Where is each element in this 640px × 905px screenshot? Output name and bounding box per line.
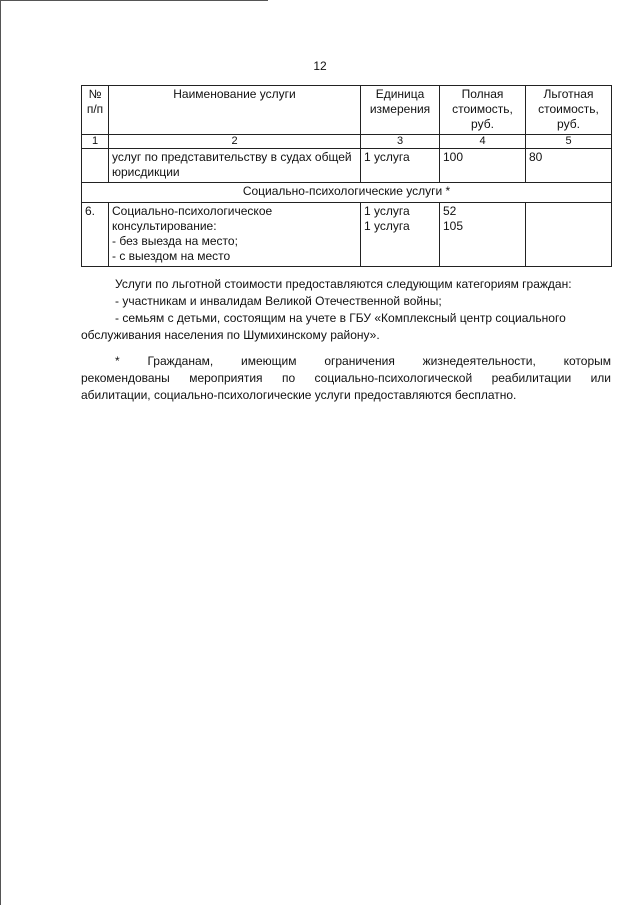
- cell-service-name: услуг по представительству в судах общей юрисдикции: [109, 149, 361, 183]
- column-index: 4: [440, 135, 526, 149]
- section-row: [82, 183, 612, 203]
- notes-category-families-cont: обслуживания населения по Шумихинскому району».: [81, 328, 380, 342]
- section-title: Социально-психологические услуги *: [82, 183, 612, 203]
- page-edge-top: [0, 0, 268, 1]
- column-index: 1: [82, 135, 109, 149]
- header-full-price: Полная стоимость, руб.: [440, 86, 526, 135]
- cell-reduced-price-empty: [526, 203, 612, 267]
- table-row-6: [82, 203, 612, 267]
- header-unit: Единица измерения: [361, 86, 440, 135]
- header-reduced-price: Льготная стоимость, руб.: [526, 86, 612, 135]
- footnote-line: абилитации, социально-психологические услуги предоставляются бесплатно.: [81, 388, 517, 402]
- cell-service-name: [109, 203, 361, 267]
- notes-category-veterans: - участникам и инвалидам Великой Отечественной войны;: [115, 294, 442, 308]
- service-name-line: консультирование:: [112, 219, 217, 233]
- service-name-line: - без выезда на место;: [112, 234, 238, 248]
- header-num: № п/п: [82, 86, 109, 135]
- page-edge-left: [0, 0, 1, 905]
- price-line: 105: [443, 219, 464, 233]
- unit-line: 1 услуга: [364, 219, 410, 233]
- notes-intro: Услуги по льготной стоимости предоставляются следующим категориям граждан:: [115, 277, 572, 291]
- cell-num: 6.: [82, 203, 109, 267]
- table-header-row: [82, 86, 612, 135]
- column-index: 2: [109, 135, 361, 149]
- footnote: [81, 353, 611, 404]
- header-name: Наименование услуги: [109, 86, 361, 135]
- page-number: 12: [313, 59, 327, 73]
- services-table: [81, 85, 612, 267]
- cell-unit: 1 услуга: [361, 149, 440, 183]
- footnote-line: рекомендованы мероприятия по социально-психологической реабилитации или: [81, 371, 611, 385]
- column-index-row: [82, 135, 612, 149]
- cell-full-price: 100: [440, 149, 526, 183]
- service-name-line: Социально-психологическое: [112, 204, 273, 218]
- service-name-line: - с выездом на место: [112, 249, 231, 263]
- column-index: 3: [361, 135, 440, 149]
- notes-category-families: - семьям с детьми, состоящим на учете в ГБУ «Комплексный центр социального: [115, 311, 566, 325]
- unit-line: 1 услуга: [364, 204, 410, 218]
- cell-unit: [361, 203, 440, 267]
- cell-reduced-price: 80: [526, 149, 612, 183]
- cell-full-price: [440, 203, 526, 267]
- table-row-legal: [82, 149, 612, 183]
- reduced-price-notes: [81, 276, 611, 344]
- price-line: 52: [443, 204, 457, 218]
- cell-num-empty: [82, 149, 109, 183]
- footnote-line: * Гражданам, имеющим ограничения жизнедеятельности, которым: [115, 354, 611, 368]
- column-index: 5: [526, 135, 612, 149]
